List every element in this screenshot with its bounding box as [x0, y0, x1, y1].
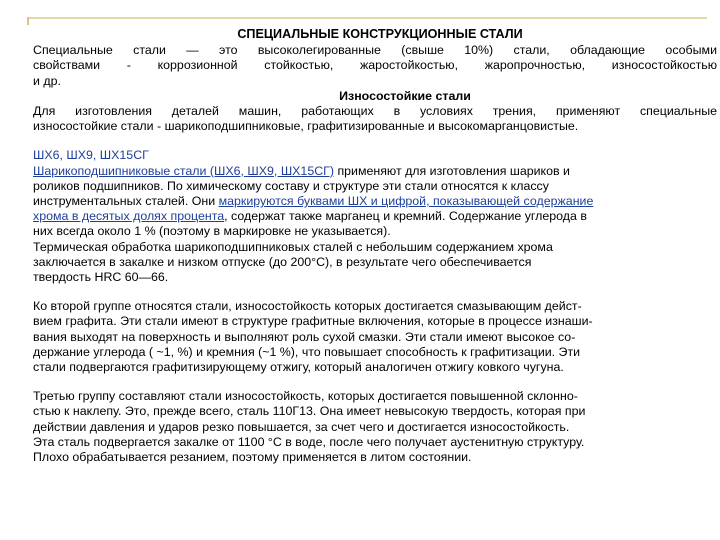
third-group-paragraph: [33, 389, 717, 465]
top-decorative-rule: [27, 17, 707, 19]
bearing-line-2: роликов подшипников. По химическому составу и структуре эти стали относятся к классу: [33, 178, 549, 193]
bearing-line-8: твердость HRC 60—66.: [33, 270, 169, 285]
second-group-line-3: вания выходят на поверхность и выполняют роль сухой смазки. Эти стали имеют высокое со-: [33, 329, 576, 344]
bearing-line-5: них всегда около 1 % (поэтому в маркировке не указывается).: [33, 224, 391, 239]
bearing-line-4-text: , содержат также марганец и кремний. Содержание углерода в: [224, 209, 587, 224]
bearing-line-1-text: применяют для изготовления шариков и: [334, 163, 570, 178]
grades-line: ШХ6, ШХ9, ШХ15СГ: [33, 148, 149, 163]
intro-line-3: и др.: [33, 73, 61, 88]
marking-link[interactable]: маркируются буквами ШХ и цифрой, показывающей содержание: [218, 194, 594, 209]
chromium-content-link[interactable]: хрома в десятых долях процента: [33, 209, 225, 224]
second-group-line-5: стали подвергаются графитизирующему отжигу, который аналогичен отжигу ковкого чугуна.: [33, 360, 564, 375]
third-group-line-5: Плохо обрабатывается резанием, поэтому применяется в литом состоянии.: [33, 450, 472, 465]
bearing-line-6: Термическая обработка шарикоподшипниковых сталей с небольшим содержанием хрома: [33, 239, 553, 254]
intro-paragraph: [33, 43, 717, 89]
intro-line-1: Специальные стали — это высоколегированные (свыше 10%) стали, обладающие особыми: [33, 43, 717, 58]
second-group-paragraph: [33, 299, 717, 375]
bearing-line-4: [33, 209, 717, 224]
wear-intro-line-2: износостойкие стали - шарикоподшипниковые, графитизированные и высокомарганцовистые.: [33, 119, 579, 134]
wear-intro-paragraph: [33, 104, 717, 134]
second-group-line-2: вием графита. Эти стали имеют в структуре графитные включения, которые в процессе изнаши-: [33, 314, 593, 329]
page-title: СПЕЦИАЛЬНЫЕ КОНСТРУКЦИОННЫЕ СТАЛИ: [237, 27, 523, 41]
bearing-line-7: заключается в закалке и низком отпуске (до 200°С), в результате чего обеспечивается: [33, 254, 532, 269]
bearing-line-3: [33, 194, 717, 209]
wear-intro-line-1: Для изготовления деталей машин, работающих в условиях трения, применяют специальные: [33, 104, 717, 119]
spacer: [33, 134, 717, 148]
spacer: [33, 285, 717, 299]
section-subtitle: Износостойкие стали: [339, 88, 471, 103]
second-group-line-1: Ко второй группе относятся стали, износостойкость которых достигается смазывающим дейст-: [33, 299, 582, 314]
slide-content: [33, 27, 717, 465]
bearing-paragraph: [33, 164, 717, 286]
third-group-line-4: Эта сталь подвергается закалке от 1100 °С в воде, после чего получает аустенитную структуру.: [33, 434, 585, 449]
second-group-line-4: держание углерода ( ~1, %) и кремния (~1 %), что повышает способность к графитизации. Эти: [33, 344, 581, 359]
bearing-steels-link[interactable]: Шарикоподшипниковые стали (ШХ6, ШХ9, ШХ15СГ): [33, 163, 334, 178]
bearing-line-3-text: инструментальных сталей. Они: [33, 194, 219, 209]
third-group-line-2: стью к наклепу. Это, прежде всего, сталь 110Г13. Она имеет невысокую твердость, которая при: [33, 404, 586, 419]
top-left-corner-tick: [27, 17, 29, 25]
third-group-line-1: Третью группу составляют стали износостойкость, которых достигается повышенной склонно-: [33, 389, 578, 404]
bearing-line-1: [33, 164, 717, 179]
spacer: [33, 375, 717, 389]
third-group-line-3: действии давления и ударов резко повышается, за счет чего и достигается износостойкость.: [33, 419, 570, 434]
intro-line-2: свойствами - коррозионной стойкостью, жаростойкостью, жаропрочностью, износостойкостью: [33, 58, 717, 73]
